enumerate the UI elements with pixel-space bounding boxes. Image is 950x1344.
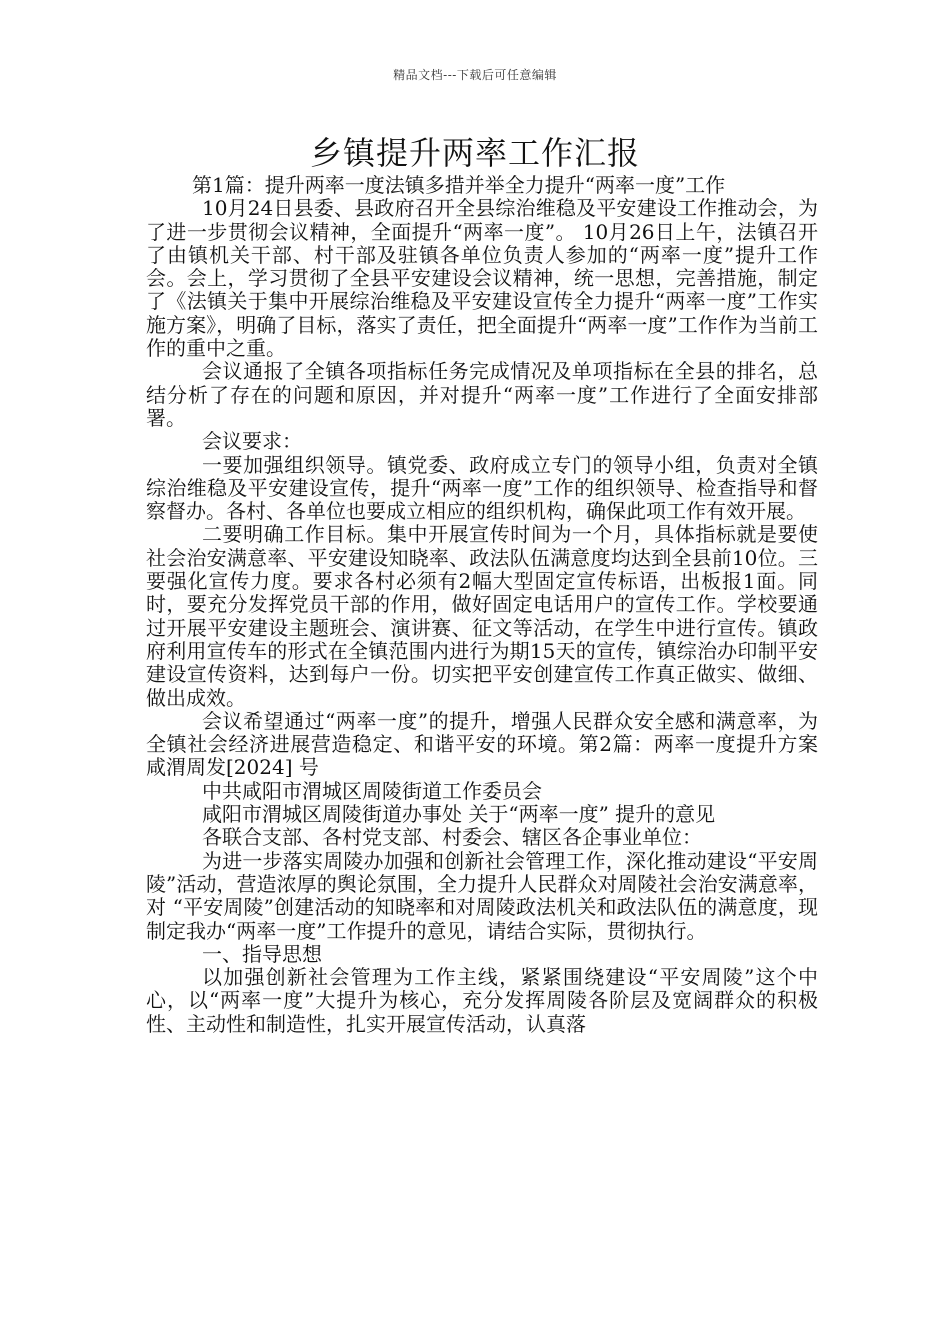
paragraph-chapter-1-heading: 第1篇：提升两率一度法镇多措并举全力提升“两率一度”工作	[192, 173, 726, 197]
document-title: 乡镇提升两率工作汇报	[309, 134, 640, 172]
paragraph-subtitle: 咸阳市渭城区周陵街道办事处 关于“两率一度” 提升的意见	[202, 802, 716, 827]
paragraph: 以加强创新社会管理为工作主线，紧紧围绕建设“平安周陵”这个中心，以“两率一度”大提升为核心，充分发挥周陵各阶层及宽阔群众的积极性、主动性和制造性，扎实开展宣传活动，认真落	[146, 965, 818, 1036]
paragraph: 二要明确工作目标。集中开展宣传时间为一个月，具体指标就是要使社会治安满意率、平安建设知晓率、政法队伍满意度均达到全县前10位。三要强化宣传力度。要求各村必须有2幅大型固定宣传标语，出板报1面。同时，要充分发挥党员干部的作用，做好固定电话用户的宣传工作。学校要通过开展平安建设主题班会、演讲赛、征文等活动，在学生中进行宣传。镇政府利用宣传车的形式在全镇范围内进行为期15天的宣传，镇综治办印制平安建设宣传资料，达到每户一份。切实把平安创建宣传工作真正做实、做细、做出成效。	[146, 522, 818, 710]
paragraph-issuer: 中共咸阳市渭城区周陵街道工作委员会	[202, 778, 542, 803]
paragraph: 为进一步落实周陵办加强和创新社会管理工作，深化推动建设“平安周陵”活动，营造浓厚的舆论氛围，全力提升人民群众对周陵社会治安满意率，对 “平安周陵”创建活动的知晓率和对周陵政法机关和政法队伍的满意度，现制定我办“两率一度”工作提升的意见，请结合实际，贯彻执行。	[146, 848, 818, 943]
paragraph: 一要加强组织领导。镇党委、政府成立专门的领导小组，负责对全镇综治维稳及平安建设宣传，提升“两率一度”工作的组织领导、检查指导和督察督办。各村、各单位也要成立相应的组织机构，确保此项工作有效开展。	[146, 452, 818, 524]
header-note: 精品文档---下载后可任意编辑	[393, 68, 557, 82]
document-body	[146, 174, 818, 1036]
paragraph: 会议希望通过“两率一度”的提升，增强人民群众安全感和满意率，为全镇社会经济进展营造稳定、和谐平安的环境。第2篇：两率一度提升方案咸渭周发[2024] 号	[146, 708, 818, 780]
section-heading: 一、指导思想	[202, 941, 322, 966]
paragraph: 会议通报了全镇各项指标任务完成情况及单项指标在全县的排名，总结分析了存在的问题和原因，并对提升“两率一度”工作进行了全面安排部署。	[146, 359, 818, 430]
paragraph: 10月24日县委、县政府召开全县综治维稳及平安建设工作推动会，为了进一步贯彻会议精神，全面提升“两率一度”。 10月26日上午，法镇召开了由镇机关干部、村干部及驻镇各单位负责人参加的“两率一度”提升工作会。会上，学习贯彻了全县平安建设会议精神，统一思想，完善措施，制定了《法镇关于集中开展综治维稳及平安建设宣传全力提升“两率一度”工作实施方案》，明确了目标，落实了责任，把全面提升“两率一度”工作作为当前工作的重中之重。	[146, 196, 818, 361]
paragraph-recipients: 各联合支部、各村党支部、村委会、辖区各企事业单位：	[202, 825, 702, 850]
paragraph: 会议要求：	[202, 429, 302, 454]
